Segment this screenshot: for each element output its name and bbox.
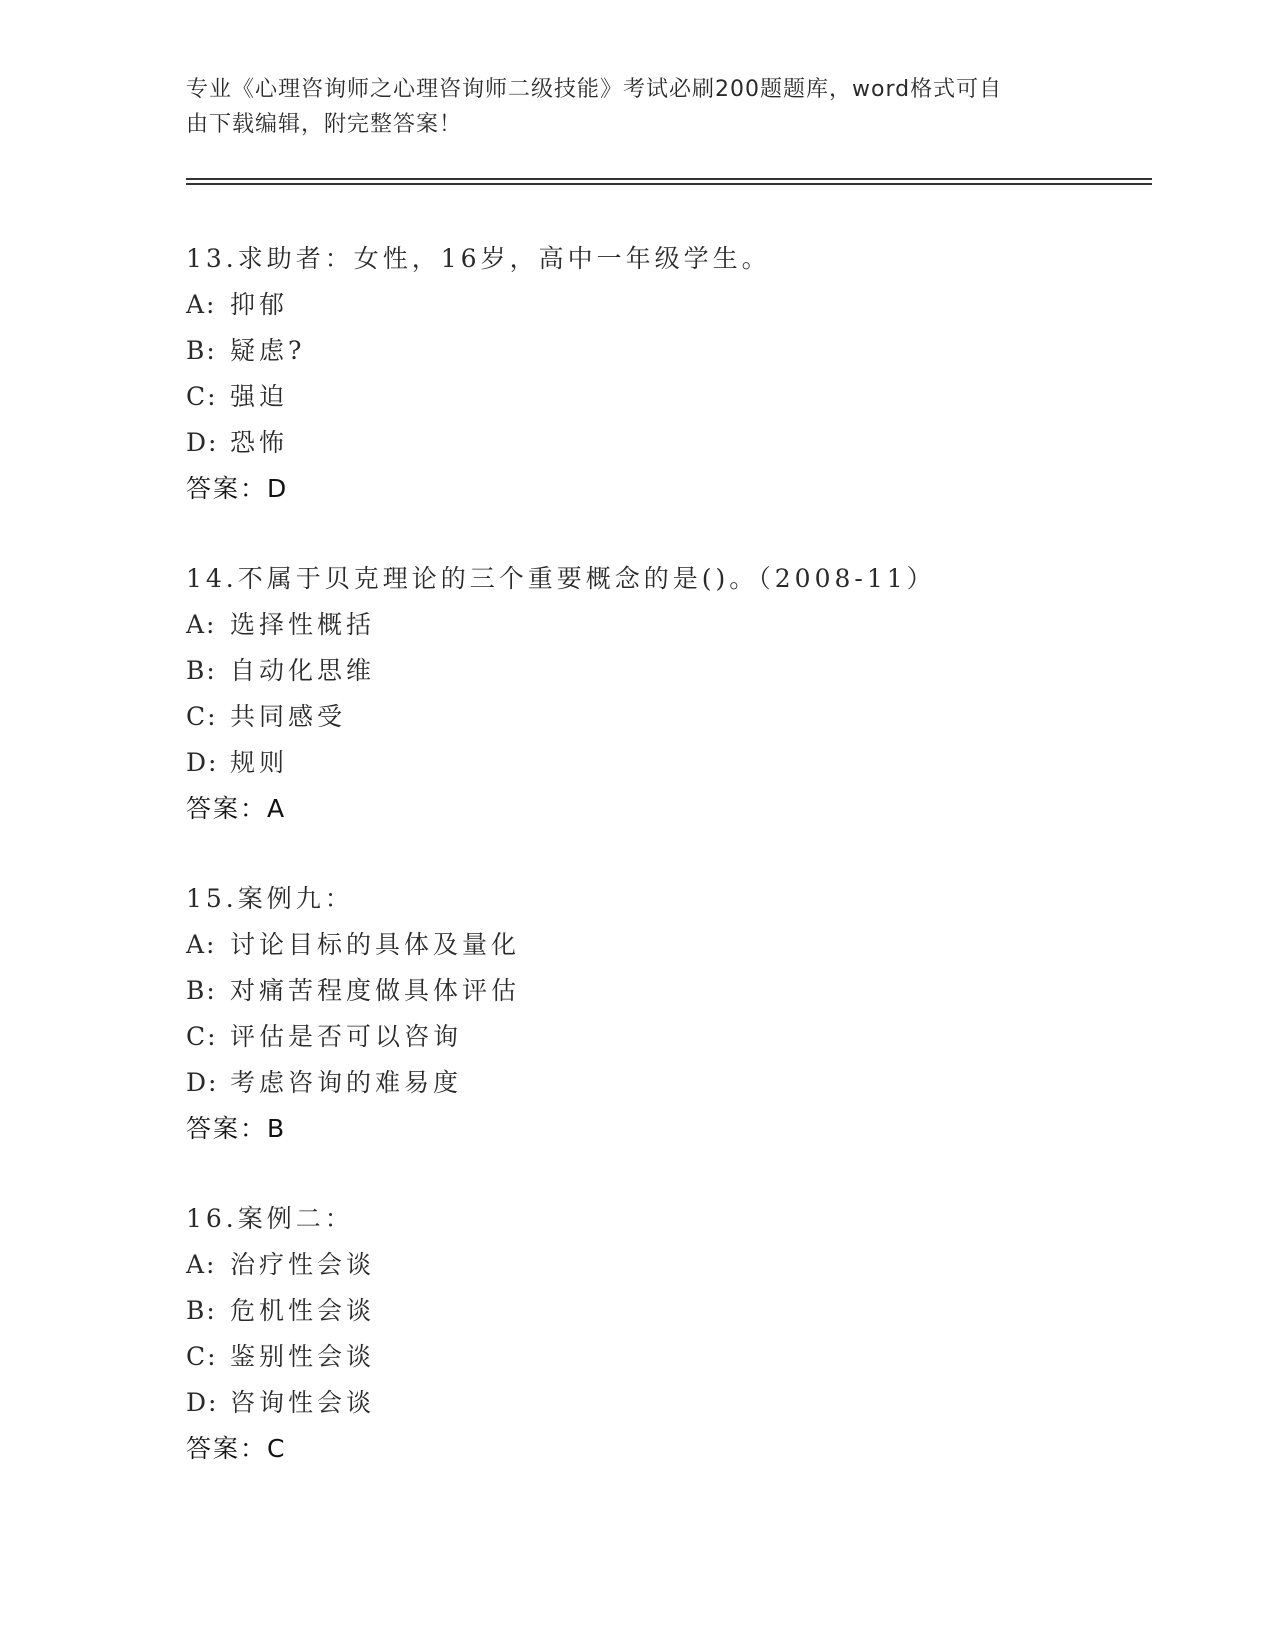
question-stem: 16.案例二： <box>186 1204 354 1233</box>
option-letter: C: <box>186 702 218 731</box>
header-line-2: 由下载编辑，附完整答案！ <box>186 112 463 137</box>
option-b <box>186 328 1146 374</box>
option-c <box>186 1014 1146 1060</box>
option-text: 治疗性会谈 <box>230 1250 376 1279</box>
option-text: 考虑咨询的难易度 <box>230 1068 463 1097</box>
option-letter: A: <box>186 610 217 639</box>
option-letter: D: <box>186 1068 219 1097</box>
option-letter: B: <box>186 976 217 1005</box>
option-b <box>186 648 1146 694</box>
option-a <box>186 922 1146 968</box>
option-letter: A: <box>186 930 217 959</box>
option-d <box>186 740 1146 786</box>
option-a <box>186 1242 1146 1288</box>
option-text: 恐怖 <box>230 428 289 457</box>
option-text: 抑郁 <box>230 290 289 319</box>
option-a <box>186 602 1146 648</box>
option-text: 讨论目标的具体及量化 <box>230 930 521 959</box>
answer-line: 答案：B <box>186 1114 287 1143</box>
option-c <box>186 694 1146 740</box>
option-d <box>186 420 1146 466</box>
option-text: 规则 <box>230 748 289 777</box>
question-stem: 15.案例九： <box>186 884 354 913</box>
option-b <box>186 1288 1146 1334</box>
option-text: 疑虑? <box>230 336 306 365</box>
option-letter: D: <box>186 1388 219 1417</box>
option-letter: D: <box>186 748 219 777</box>
option-b <box>186 968 1146 1014</box>
question-13 <box>186 236 1146 512</box>
option-letter: C: <box>186 1022 218 1051</box>
question-16 <box>186 1196 1146 1472</box>
option-letter: C: <box>186 1342 218 1371</box>
question-14 <box>186 556 1146 832</box>
header-divider-bottom <box>186 183 1152 185</box>
option-d <box>186 1380 1146 1426</box>
option-text: 对痛苦程度做具体评估 <box>230 976 521 1005</box>
question-stem: 14.不属于贝克理论的三个重要概念的是()。（2008-11） <box>186 564 936 593</box>
option-letter: D: <box>186 428 219 457</box>
answer-line: 答案：C <box>186 1434 287 1463</box>
option-letter: C: <box>186 382 218 411</box>
question-list <box>186 236 1146 1516</box>
option-letter: B: <box>186 656 217 685</box>
document-header <box>186 72 1066 142</box>
option-c <box>186 374 1146 420</box>
answer-line: 答案：A <box>186 794 287 823</box>
option-text: 共同感受 <box>230 702 347 731</box>
option-letter: A: <box>186 1250 217 1279</box>
option-text: 选择性概括 <box>230 610 376 639</box>
option-d <box>186 1060 1146 1106</box>
option-text: 自动化思维 <box>230 656 376 685</box>
header-line-1: 专业《心理咨询师之心理咨询师二级技能》考试必刷200题题库，word格式可自 <box>186 77 1003 102</box>
option-letter: A: <box>186 290 217 319</box>
option-c <box>186 1334 1146 1380</box>
question-15 <box>186 876 1146 1152</box>
option-text: 强迫 <box>230 382 289 411</box>
header-divider-top <box>186 178 1152 180</box>
question-stem: 13.求助者：女性，16岁，高中一年级学生。 <box>186 244 771 273</box>
option-text: 咨询性会谈 <box>230 1388 376 1417</box>
option-text: 危机性会谈 <box>230 1296 376 1325</box>
option-letter: B: <box>186 1296 217 1325</box>
option-letter: B: <box>186 336 217 365</box>
answer-line: 答案：D <box>186 474 289 503</box>
option-text: 鉴别性会谈 <box>230 1342 376 1371</box>
option-text: 评估是否可以咨询 <box>230 1022 463 1051</box>
option-a <box>186 282 1146 328</box>
